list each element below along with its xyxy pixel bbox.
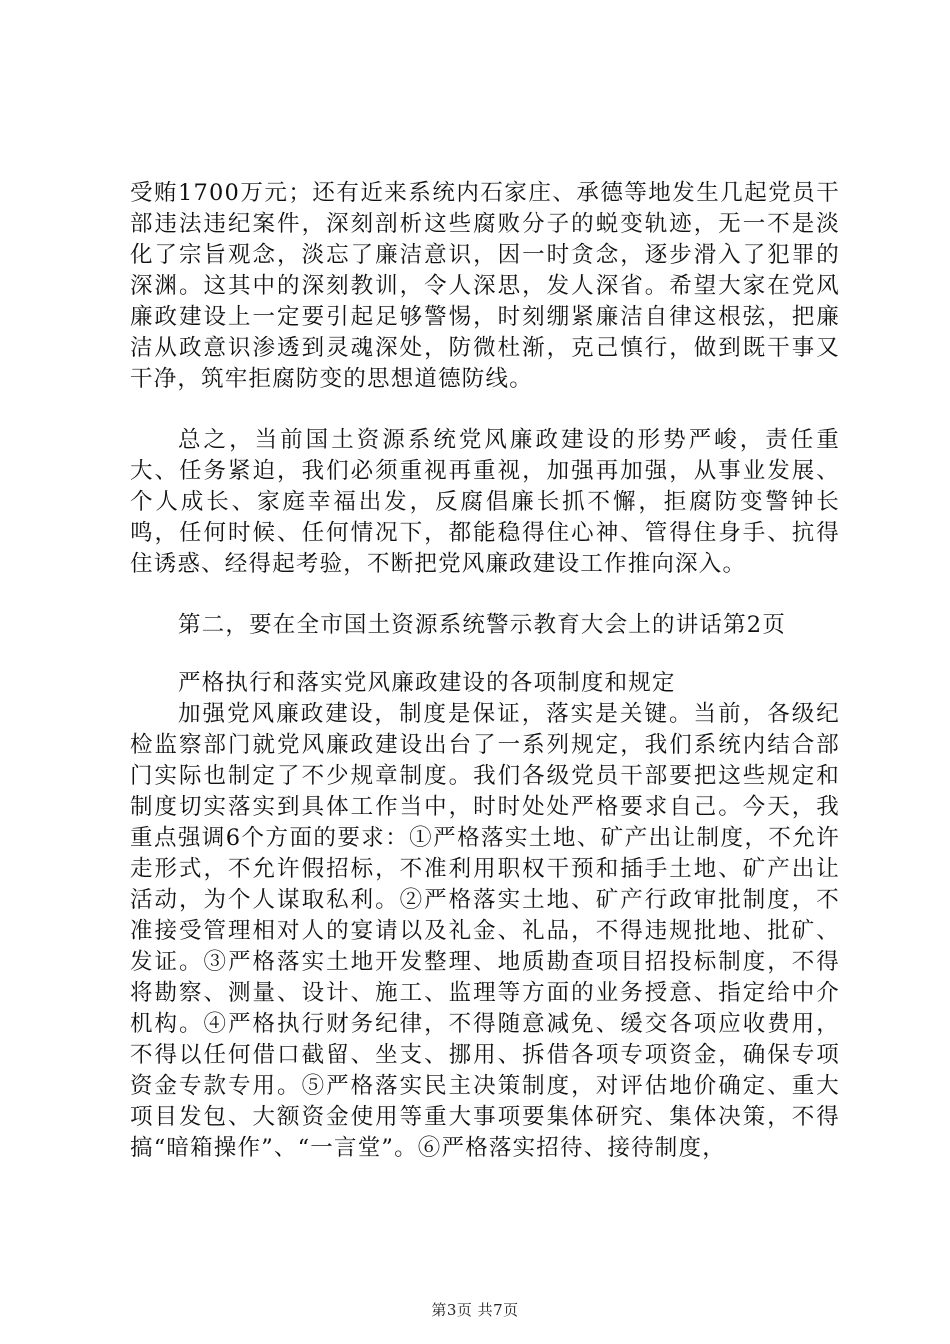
paragraph-corruption-cases: 受贿1700万元；还有近来系统内石家庄、承德等地发生几起党员干部违法违纪案件，深刻剖析这些腐败分子的蜕变轨迹，无一不是淡化了宗旨观念，淡忘了廉洁意识，因一时贪念，逐步滑入了犯罪的深渊。这其中的深刻教训，令人深思，发人深省。希望大家在党风廉政建设上一定要引起足够警惕，时刻绷紧廉洁自律这根弦，把廉洁从政意识渗透到灵魂深处，防微杜渐，克己慎行，做到既干事又干净，筑牢拒腐防变的思想道德防线。 [130, 180, 840, 392]
section-heading-second: 第二，要在全市国土资源系统警示教育大会上的讲话第2页 [178, 612, 787, 638]
section-subheading: 严格执行和落实党风廉政建设的各项制度和规定 [178, 670, 676, 696]
paragraph-requirements: 加强党风廉政建设，制度是保证，落实是关键。当前，各级纪检监察部门就党风廉政建设出台了一系列规定，我们系统内结合部门实际也制定了不少规章制度。我们各级党员干部要把这些规定和制度切实落实到具体工作当中，时时处处严格要求自己。今天，我重点强调6个方面的要求：①严格落实土地、矿产出让制度，不允许走形式，不允许假招标，不准利用职权干预和插手土地、矿产出让活动，为个人谋取私利。②严格落实土地、矿产行政审批制度，不准接受管理相对人的宴请以及礼金、礼品，不得违规批地、批矿、发证。③严格落实土地开发整理、地质勘查项目招投标制度，不得将勘察、测量、设计、施工、监理等方面的业务授意、指定给中介机构。④严格执行财务纪律，不得随意减免、缓交各项应收费用，不得以任何借口截留、坐支、挪用、拆借各项专项资金，确保专项资金专款专用。⑤严格落实民主决策制度，对评估地价确定、重大项目发包、大额资金使用等重大事项要集体研究、集体决策，不得搞“暗箱操作”、“一言堂”。⑥严格落实招待、接待制度， [130, 701, 840, 1161]
paragraph-summary: 总之，当前国土资源系统党风廉政建设的形势严峻，责任重大、任务紧迫，我们必须重视再重视，加强再加强，从事业发展、个人成长、家庭幸福出发，反腐倡廉长抓不懈，拒腐防变警钟长鸣，任何时候、任何情况下，都能稳得住心神、管得住身手、抗得住诱惑、经得起考验，不断把党风廉政建设工作推向深入。 [130, 427, 840, 577]
page-footer: 第3页 共7页 [431, 1301, 519, 1319]
